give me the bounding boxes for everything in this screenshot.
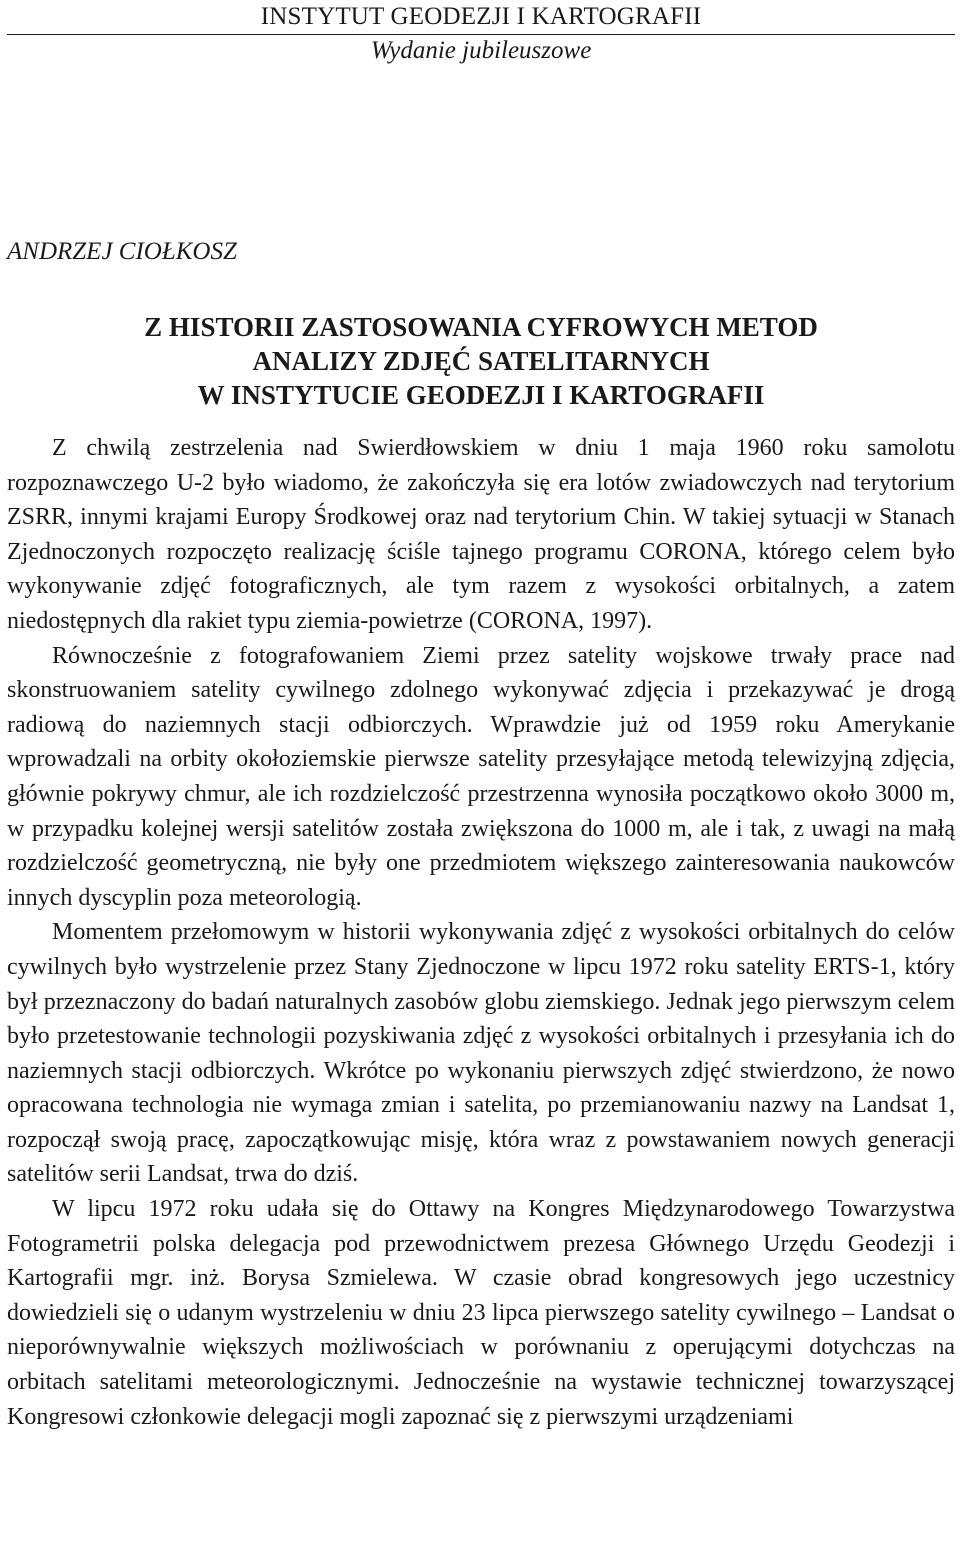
title-line: Z HISTORII ZASTOSOWANIA CYFROWYCH METOD [144,312,818,342]
document-page [7,0,955,1430]
body-paragraph: Z chwilą zestrzelenia nad Swierdłowskiem w dniu 1 maja 1960 roku samolotu rozpoznawczego U-2 było wiadomo, że zakończyła się era lotów zwiadowczych nad terytorium ZSRR, innymi krajami Europy Środkowej oraz nad terytorium Chin. W takiej sytuacji w Stanach Zjednoczonych rozpoczęto realizację ściśle tajnego programu CORONA, którego celem było wykonywanie zdjęć fotograficznych, ale tym razem z wysokości orbitalnych, a zatem niedostępnych dla rakiet typu ziemia-powietrze (CORONA, 1997). [7,435,955,634]
running-header [7,0,955,67]
body-paragraph: W lipcu 1972 roku udała się do Ottawy na Kongres Międzynarodowego Towarzystwa Fotogrametrii polska delegacja pod przewodnictwem prezesa Głównego Urzędu Geodezji i Kartografii mgr. inż. Borysa Szmielewa. W czasie obrad kongresowych jego uczestnicy dowiedzieli się o udanym wystrzeleniu w dniu 23 lipca pierwszego satelity cywilnego – Landsat o nieporównywalnie większych możliwościach w porównaniu z operującymi dotychczas na orbitach satelitami meteorologicznymi. Jednocześnie na wystawie technicznej towarzyszącej Kongresowi członkowie delegacji mogli zapoznać się z pierwszymi urządzeniami [7,1196,955,1430]
body-paragraph: Równocześnie z fotografowaniem Ziemi przez satelity wojskowe trwały prace nad skonstruowaniem satelity cywilnego zdolnego wykonywać zdjęcia i przekazywać je drogą radiową do naziemnych stacji odbiorczych. Wprawdzie już od 1959 roku Amerykanie wprowadzali na orbity okołoziemskie pierwsze satelity przesyłające metodą telewizyjną zdjęcia, głównie pokrywy chmur, ale ich rozdzielczość przestrzenna wynosiła początkowo około 3000 m, w przypadku kolejnej wersji satelitów została zwiększona do 1000 m, ale i tak, z uwagi na małą rozdzielczość geometryczną, nie były one przedmiotem większego zainteresowania naukowców innych dyscyplin poza meteorologią. [7,642,955,911]
title-line: ANALIZY ZDJĘĆ SATELITARNYCH [252,346,710,376]
article-body [7,431,955,1434]
edition-label: Wydanie jubileuszowe [370,37,592,64]
body-paragraph: Momentem przełomowym w historii wykonywania zdjęć z wysokości orbitalnych do celów cywilnych było wystrzelenie przez Stany Zjednoczone w lipcu 1972 roku satelity ERTS-1, który był przeznaczony do badań naturalnych zasobów globu ziemskiego. Jednak jego pierwszym celem było przetestowanie technologii pozyskiwania zdjęć z wysokości orbitalnych i przesyłania ich do naziemnych stacji odbiorczych. Wkrótce po wykonaniu pierwszych zdjęć stwierdzono, że nowo opracowana technologia nie wymaga zmian i satelita, po przemianowaniu nazwy na Landsat 1, rozpoczął swoją pracę, zapoczątkowując misję, która wraz z powstawaniem nowych generacji satelitów serii Landsat, trwa do dziś. [7,919,955,1188]
article-title [7,310,955,412]
institute-name: INSTYTUT GEODEZJI I KARTOGRAFII [260,3,702,30]
title-line: W INSTYTUCIE GEODEZJI I KARTOGRAFII [197,380,765,410]
article-author: ANDRZEJ CIOŁKOSZ [7,238,237,265]
